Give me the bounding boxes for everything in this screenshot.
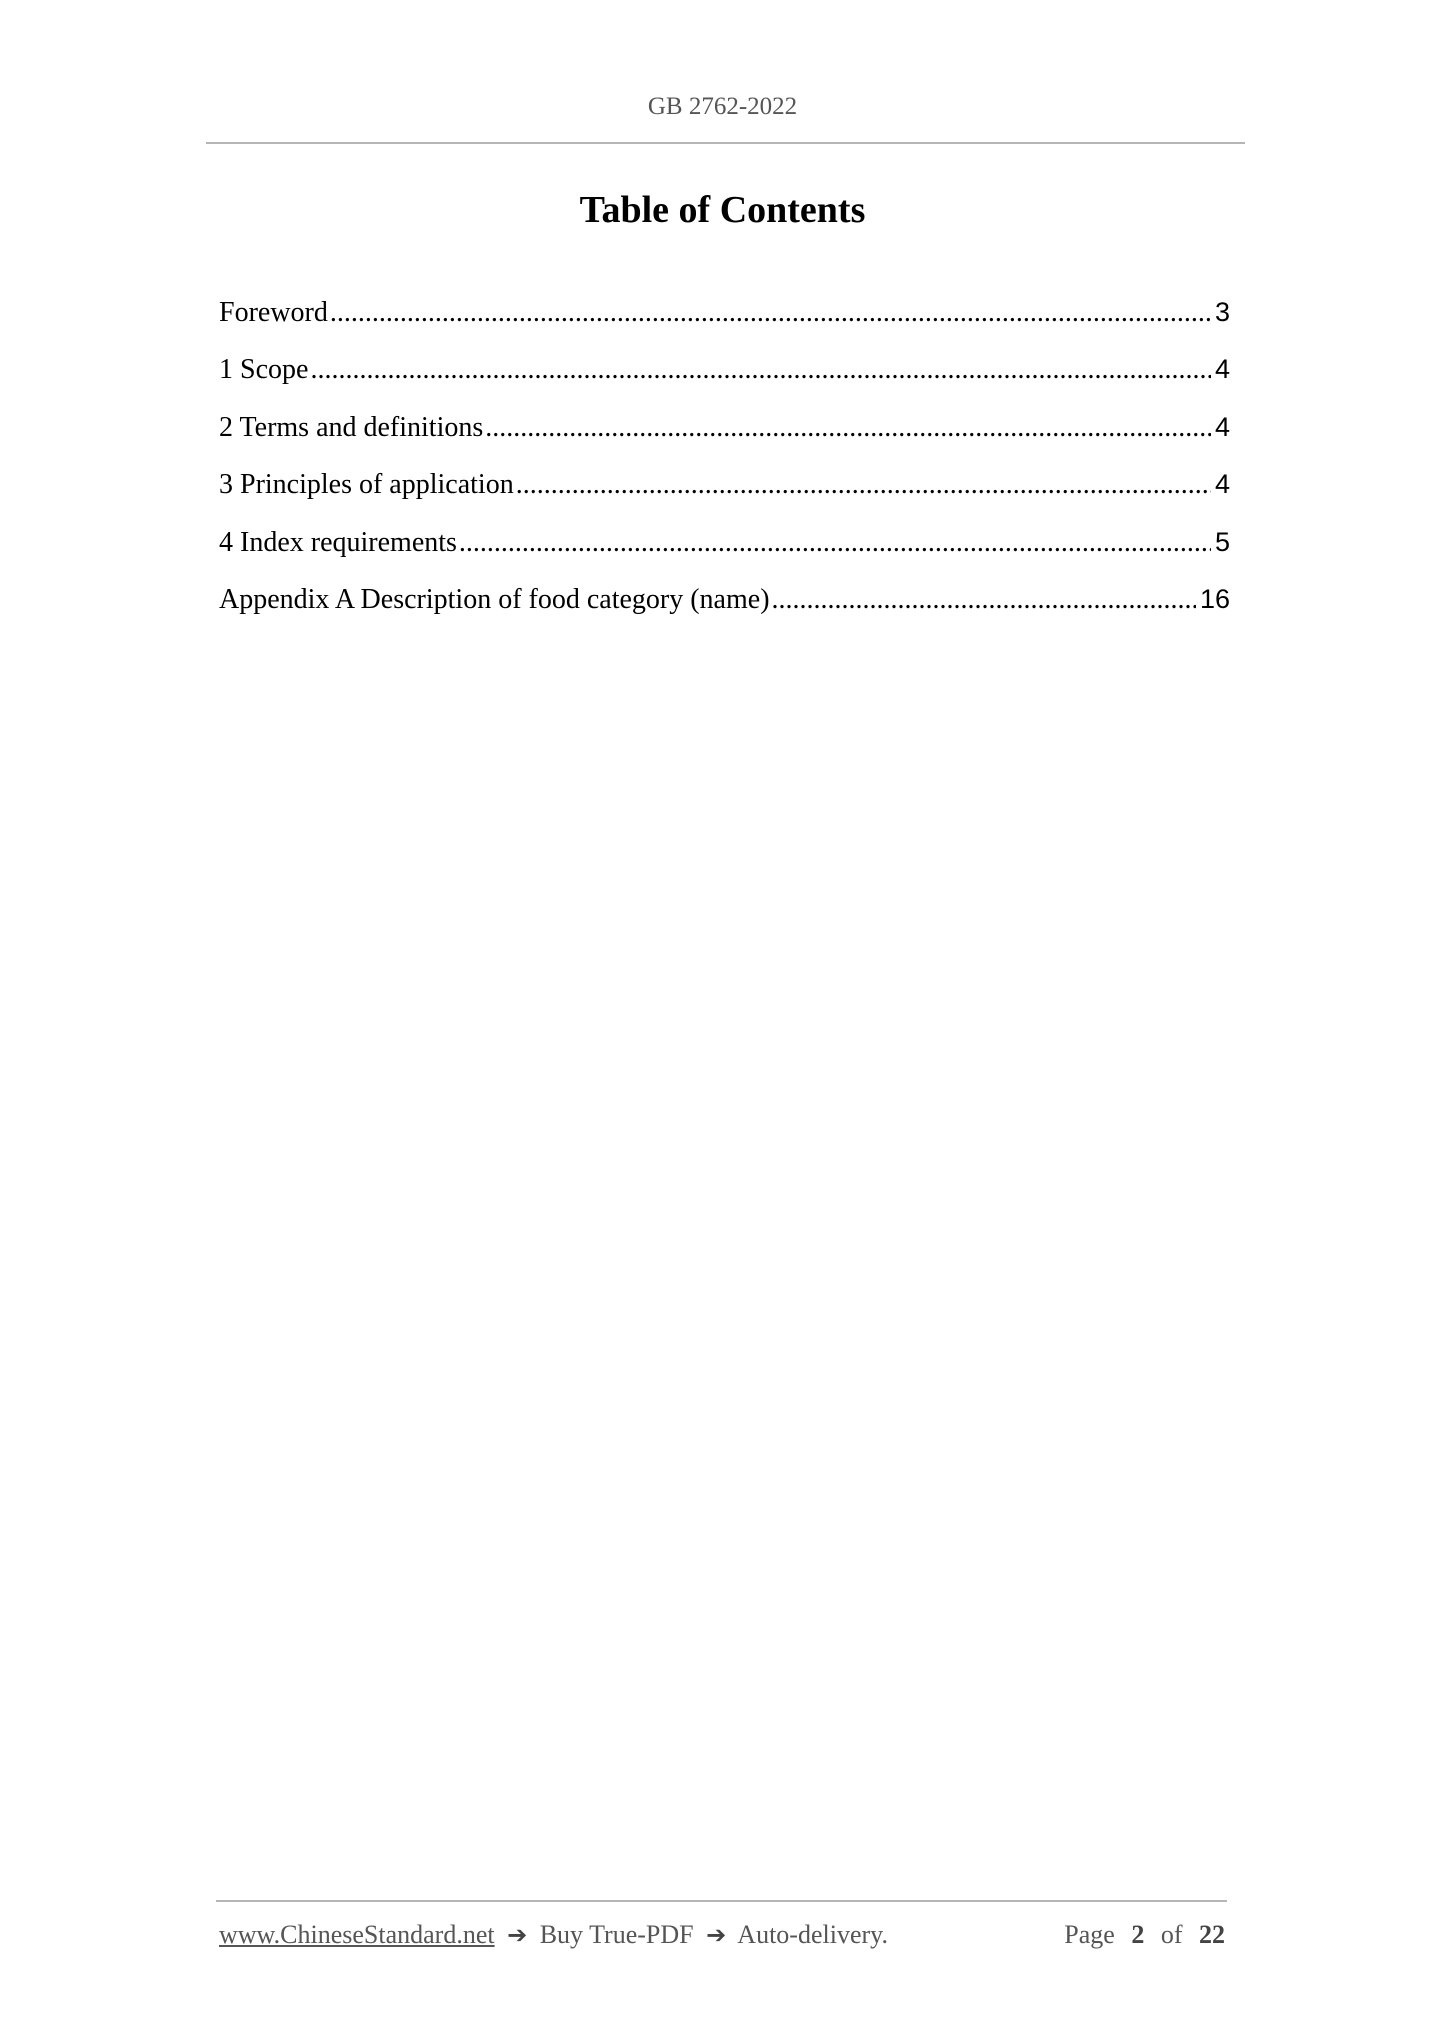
current-page: 2 [1131,1920,1145,1949]
toc-entry-page: 4 [1214,354,1230,385]
toc-entry-title: 3 Principles of application [219,469,514,501]
toc-entry-title: Foreword [219,297,328,328]
toc-entry-page: 3 [1214,297,1230,327]
page-number [1064,1920,1225,1950]
toc-entry-title: 2 Terms and definitions [219,411,484,443]
delivery-step-text: Auto-delivery. [737,1920,888,1949]
right-arrow-icon: ➔ [507,1921,528,1949]
footer-promo [219,1920,888,1950]
toc-title: Table of Contents [579,189,866,231]
toc-dot-leader [310,354,1211,386]
buy-step-text: Buy True-PDF [539,1920,694,1949]
toc-dot-leader [516,469,1211,501]
page-footer [219,1920,1225,1950]
toc-entry-page: 4 [1214,469,1230,500]
total-pages: 22 [1199,1920,1225,1949]
toc-entry-foreword[interactable] [219,297,1230,354]
toc-entry-appendix-a[interactable] [219,584,1230,641]
toc-entry-page: 4 [1214,411,1230,442]
header-divider [206,142,1245,144]
of-label: of [1160,1920,1183,1949]
toc-entry-title: Appendix A Description of food category (name) [219,583,770,615]
toc-list [219,297,1230,641]
toc-dot-leader [459,527,1211,559]
toc-entry-scope[interactable] [219,354,1230,411]
toc-dot-leader [330,297,1211,329]
toc-entry-principles[interactable] [219,469,1230,526]
toc-entry-title: 4 Index requirements [219,526,457,558]
toc-entry-page: 16 [1199,583,1230,614]
toc-entry-index-requirements[interactable] [219,527,1230,584]
toc-entry-page: 5 [1214,526,1230,557]
right-arrow-icon: ➔ [706,1921,727,1949]
toc-dot-leader [772,584,1196,616]
toc-dot-leader [485,412,1211,444]
toc-entry-title: 1 Scope [219,354,309,386]
site-link[interactable]: www.ChineseStandard.net [219,1920,495,1949]
document-header-id: GB 2762-2022 [647,93,798,120]
toc-entry-terms-definitions[interactable] [219,412,1230,469]
footer-divider [216,1900,1227,1902]
page-label: Page [1064,1920,1115,1949]
